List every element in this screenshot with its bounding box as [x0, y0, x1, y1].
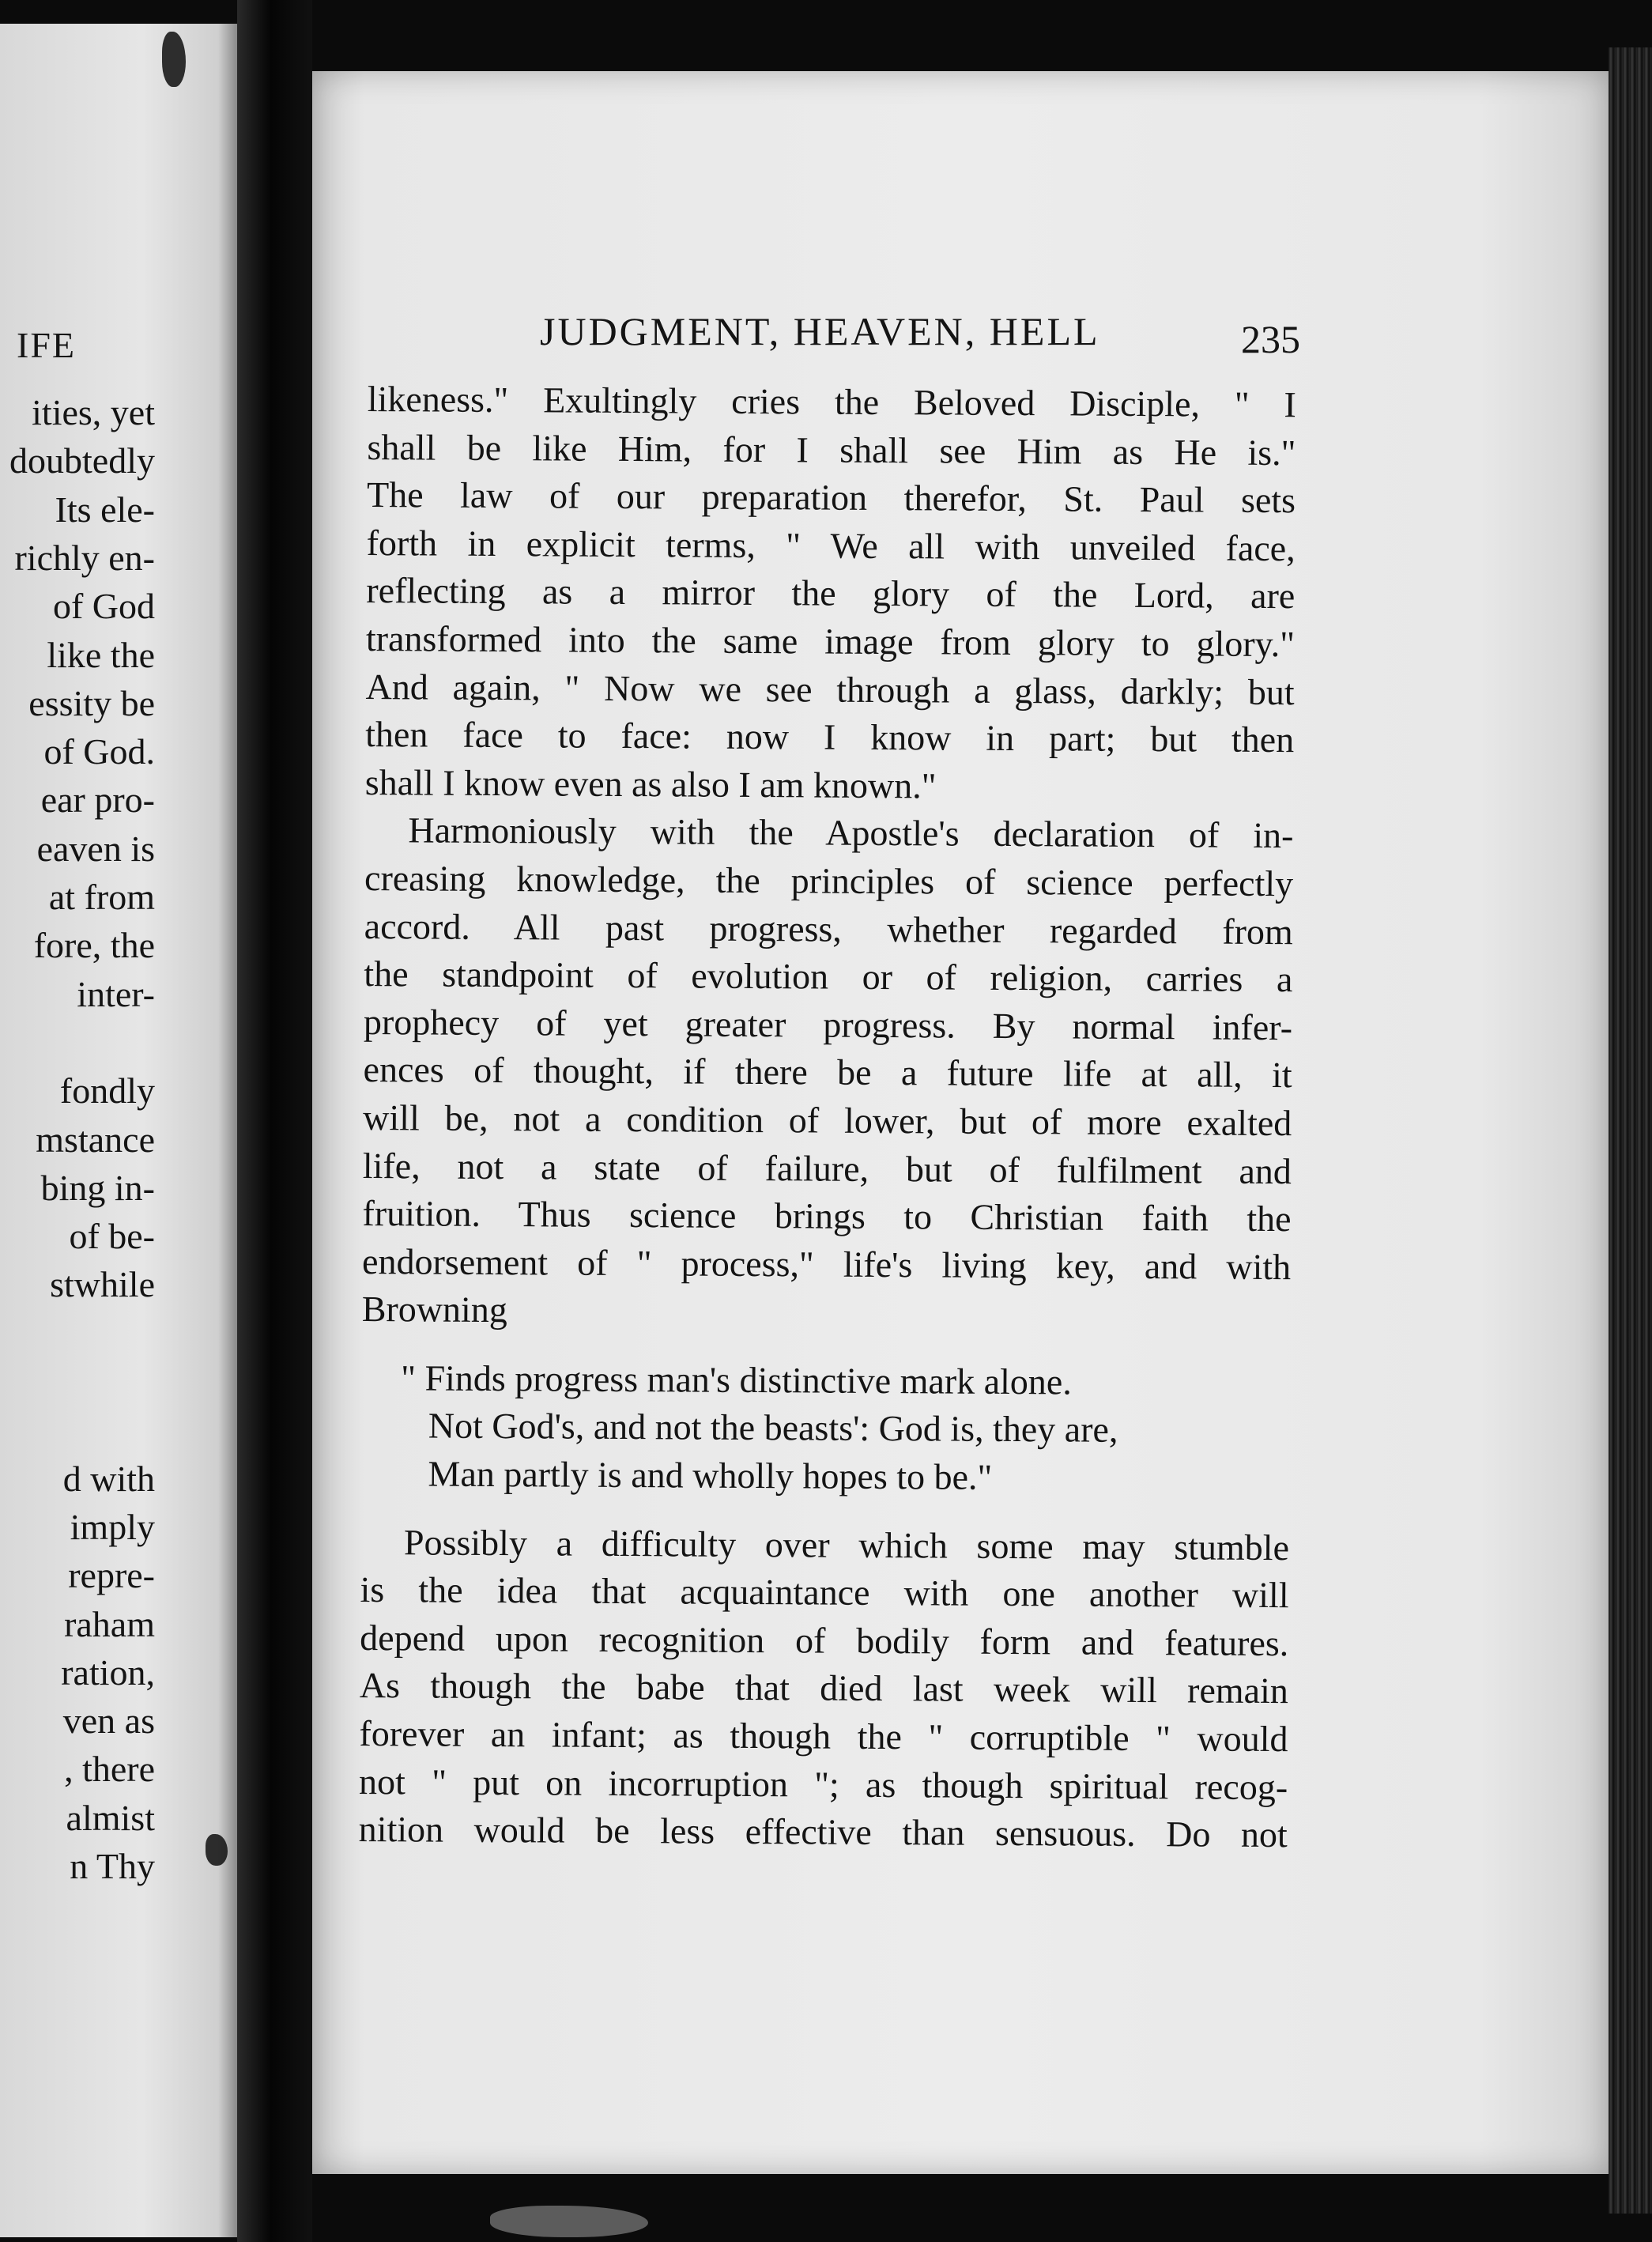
- text-line: life, not a state of failure, but of fulfilment and: [362, 1145, 1292, 1191]
- text-line: prophecy of yet greater progress. By normal infer-: [363, 1001, 1293, 1047]
- text-line: transformed into the same image from glory to glory.": [365, 617, 1296, 665]
- text-line: forever an infant; as though the " corruptible " would: [359, 1712, 1288, 1760]
- text-line: ences of thought, if there be a future life at all, it: [363, 1049, 1292, 1096]
- text-line: nition would be less effective than sensuous. Do not: [358, 1809, 1288, 1855]
- left-text-line: bing in-: [40, 1167, 155, 1208]
- left-text-line: imply: [70, 1506, 155, 1547]
- text-line: is the idea that acquaintance with one another will: [360, 1569, 1289, 1616]
- poem-quotation: [360, 1354, 1290, 1504]
- text-line: And again, " Now we see through a glass, darkly; but: [365, 666, 1295, 712]
- left-text-line: repre-: [68, 1555, 155, 1596]
- body-text: [359, 376, 1296, 1859]
- text-line: The law of our preparation therefor, St. Paul sets: [366, 474, 1296, 521]
- left-text-line: inter-: [77, 973, 155, 1014]
- left-text-line: essity be: [28, 682, 155, 723]
- text-line: endorsement of " process," life's living key, and with: [362, 1240, 1292, 1287]
- left-text-line: richly en-: [14, 537, 155, 578]
- text-line: As though the babe that died last week will remain: [359, 1665, 1289, 1712]
- left-text-line: like the: [47, 634, 155, 675]
- left-text-line: of God.: [43, 731, 155, 772]
- text-line: the standpoint of evolution or of religion, carries a: [364, 953, 1293, 1000]
- left-text-line: n Thy: [70, 1846, 155, 1886]
- left-text-line: fore, the: [33, 925, 155, 966]
- paragraph-2: [362, 806, 1294, 1339]
- text-line: creasing knowledge, the principles of science perfectly: [364, 857, 1294, 904]
- scan-speck: [490, 2206, 648, 2237]
- text-line: accord. All past progress, whether regarded from: [364, 905, 1293, 952]
- left-text-line: fondly: [59, 1070, 155, 1112]
- paragraph-3: [359, 1519, 1290, 1859]
- text-line: forth in explicit terms, " We all with unveiled face,: [366, 522, 1296, 568]
- left-text-line: almist: [66, 1797, 155, 1838]
- page-number: 235: [1241, 317, 1300, 361]
- left-text-line: mstance: [36, 1119, 155, 1160]
- left-text-line: ration,: [61, 1651, 155, 1693]
- left-text-line: raham: [64, 1603, 155, 1644]
- left-text-line: Its ele-: [55, 489, 155, 530]
- left-page: [0, 24, 237, 2237]
- poem-line: " Finds progress man's distinctive mark alone.: [401, 1357, 1072, 1402]
- left-text-line: at from: [48, 877, 155, 917]
- left-text-line: d with: [62, 1458, 155, 1499]
- text-line: Possibly a difficulty over which some may stumble: [403, 1521, 1290, 1568]
- book-gutter: [237, 0, 312, 2242]
- text-line: fruition. Thus science brings to Christian faith the: [362, 1193, 1292, 1240]
- left-text-line: of be-: [69, 1216, 155, 1257]
- poem-line: Not God's, and not the beasts': God is, they are,: [428, 1405, 1118, 1451]
- running-head: JUDGMENT, HEAVEN, HELL: [540, 309, 1100, 353]
- text-line: shall I know even as also I am known.": [364, 761, 937, 806]
- left-text-line: stwhile: [50, 1264, 155, 1305]
- text-line: Harmoniously with the Apostle's declaration of in-: [408, 810, 1294, 856]
- text-line: then face to face: now I know in part; but then: [365, 714, 1295, 761]
- left-text-line: of God: [52, 586, 155, 627]
- text-line: not " put on incorruption "; as though spiritual recog-: [358, 1761, 1288, 1807]
- left-text-line: , there: [64, 1749, 155, 1790]
- text-line: likeness." Exultingly cries the Beloved Disciple, " I: [367, 378, 1296, 425]
- left-text-line: doubtedly: [9, 440, 155, 481]
- scan-speck: [206, 1834, 228, 1866]
- left-text-line: ities, yet: [32, 392, 155, 432]
- left-text-line: ear pro-: [40, 779, 155, 821]
- poem-line: Man partly is and wholly hopes to be.": [428, 1453, 993, 1497]
- paragraph-1: [365, 376, 1296, 813]
- text-line: reflecting as a mirror the glory of the Lord, are: [366, 570, 1296, 617]
- text-line: will be, not a condition of lower, but of more exalted: [363, 1096, 1292, 1144]
- left-running-head: IFE: [17, 325, 76, 365]
- text-line: shall be like Him, for I shall see Him as He is.": [367, 426, 1296, 473]
- left-text-line: eaven is: [36, 828, 155, 869]
- text-line: depend upon recognition of bodily form and features.: [360, 1617, 1289, 1663]
- page-edges: [1609, 47, 1652, 2214]
- left-text-line: ven as: [62, 1700, 155, 1742]
- text-line: Browning: [361, 1289, 507, 1330]
